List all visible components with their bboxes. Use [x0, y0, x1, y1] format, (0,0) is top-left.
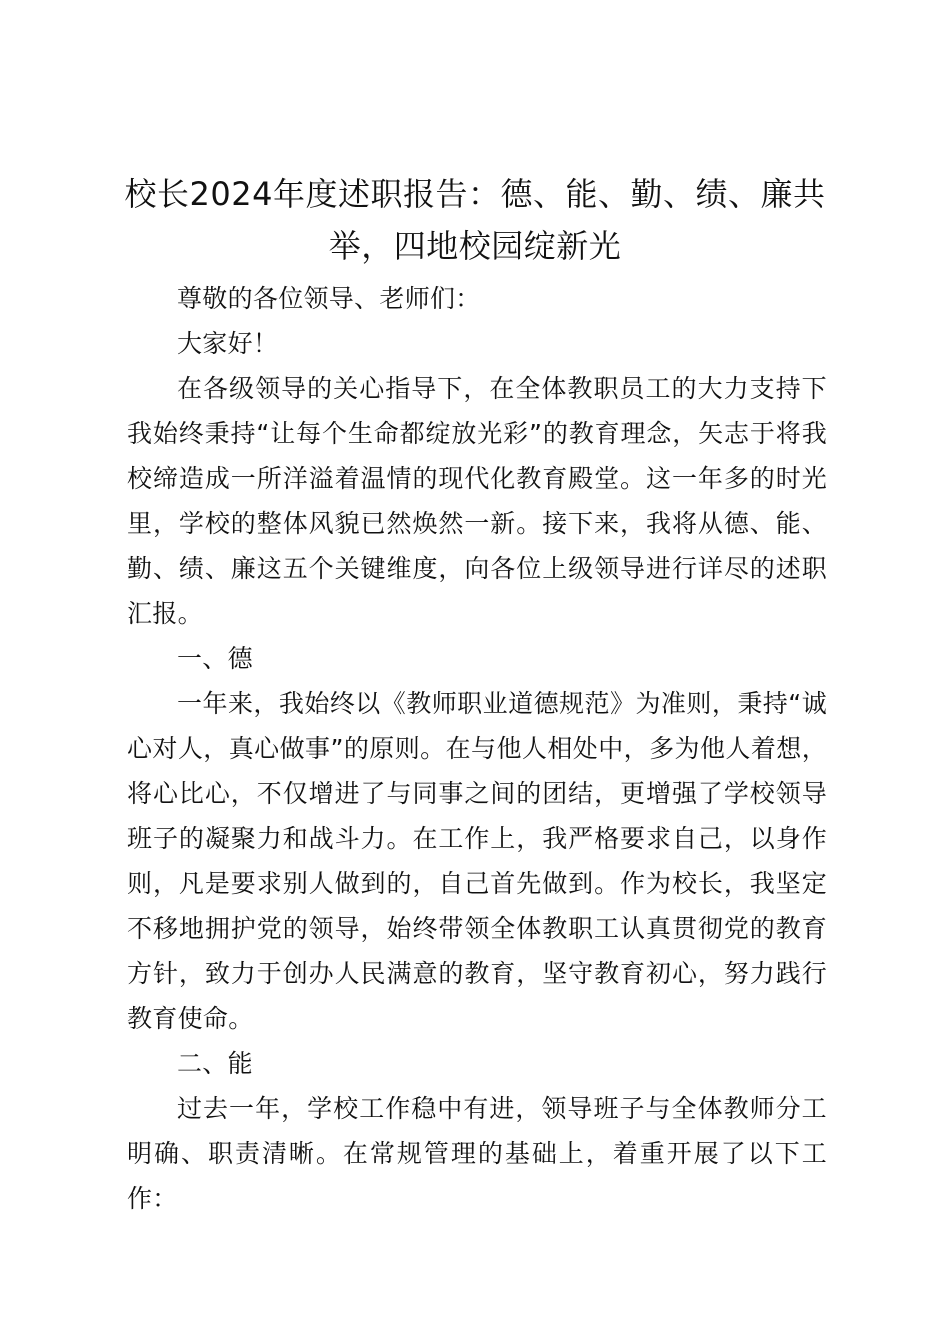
document-title: 校长2024年度述职报告：德、能、勤、绩、廉共举，四地校园绽新光: [124, 175, 826, 265]
document-body: [127, 276, 827, 1221]
de-paragraph: 一年来，我始终以《教师职业道德规范》为准则，秉持“诚心对人，真心做事”的原则。在与他人相处中，多为他人着想，将心比心，不仅增进了与同事之间的团结，更增强了学校领导班子的凝聚力和战斗力。在工作上，我严格要求自己，以身作则，凡是要求别人做到的，自己首先做到。作为校长，我坚定不移地拥护党的领导，始终带领全体教职工认真贯彻党的教育方针，致力于创办人民满意的教育，坚守教育初心，努力践行教育使命。: [127, 689, 827, 1033]
greeting: 大家好！: [177, 329, 279, 358]
neng-paragraph: 过去一年，学校工作稳中有进，领导班子与全体教师分工明确、职责清晰。在常规管理的基础上，着重开展了以下工作：: [127, 1094, 827, 1213]
section-heading-de: 一、德: [177, 644, 253, 673]
section-heading-neng: 二、能: [177, 1049, 253, 1078]
intro-paragraph: 在各级领导的关心指导下，在全体教职员工的大力支持下我始终秉持“让每个生命都绽放光彩”的教育理念，矢志于将我校缔造成一所洋溢着温情的现代化教育殿堂。这一年多的时光里，学校的整体风貌已然焕然一新。接下来，我将从德、能、勤、绩、廉这五个关键维度，向各位上级领导进行详尽的述职汇报。: [127, 374, 827, 628]
salutation: 尊敬的各位领导、老师们：: [177, 284, 481, 313]
